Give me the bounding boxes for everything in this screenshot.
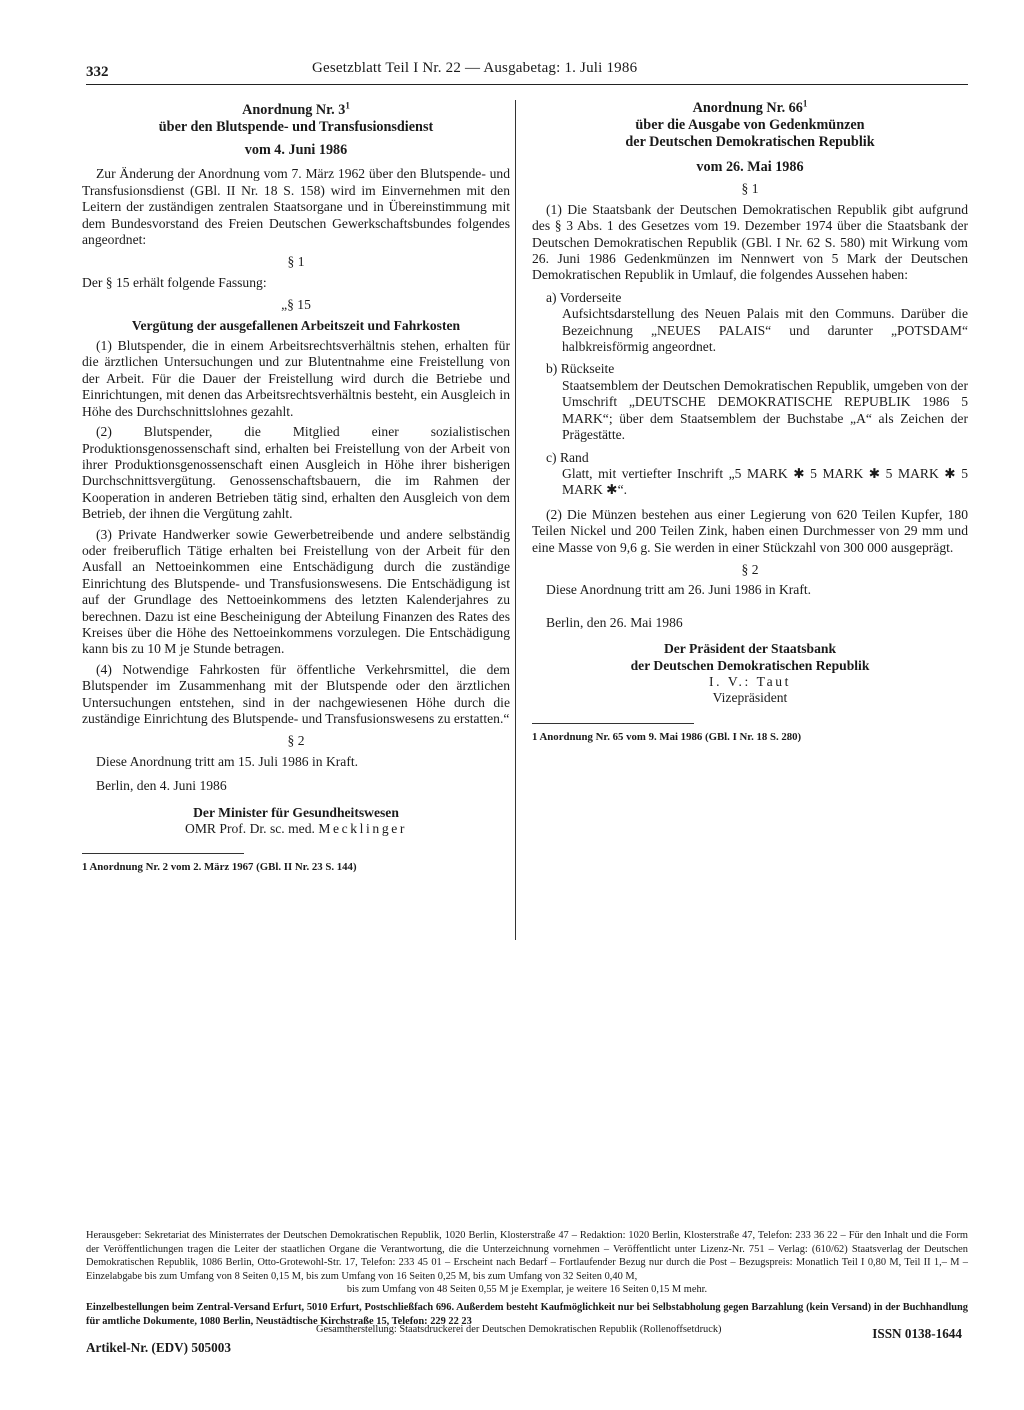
imprint-text-center: bis zum Umfang von 48 Seiten 0,55 M je Exemplar, je weitere 16 Seiten 0,15 M mehr.: [346, 1284, 708, 1296]
left-column-ordinance-3: [82, 102, 510, 874]
ordinance-3-section-2: § 2: [287, 733, 305, 749]
issn-number: ISSN 0138-1644: [872, 1326, 962, 1341]
ordinance-3-section-1: § 1: [287, 254, 305, 270]
ordinance-66-effective-date: Diese Anordnung tritt am 26. Juni 1986 in Kraft.: [546, 582, 812, 598]
ordinance-66-signer-title-2: der Deutschen Demokratischen Republik: [630, 657, 870, 673]
ordinance-3-effective-date: Diese Anordnung tritt am 15. Juli 1986 in Kraft.: [96, 753, 359, 769]
ordinance-3-signer-name: Mecklinger: [318, 821, 407, 837]
page-header-title: Gesetzblatt Teil I Nr. 22 — Ausgabetag: 1. Juli 1986: [312, 60, 638, 76]
ordinance-66-section-2: § 2: [741, 561, 759, 577]
ordinance-66-signer-name: I. V.: Taut: [708, 673, 792, 689]
ordinance-66-place-date: Berlin, den 26. Mai 1986: [546, 614, 683, 630]
ordinance-3-change-intro: Der § 15 erhält folgende Fassung:: [82, 274, 267, 290]
ordinance-3-footnote: 1 Anordnung Nr. 2 vom 2. März 1967 (GBl. II Nr. 23 S. 144): [82, 861, 357, 874]
ordinance-66-date: vom 26. Mai 1986: [696, 159, 804, 175]
ordinance-3-signer-prefix: OMR Prof. Dr. sc. med.: [185, 821, 315, 837]
ordinance-3-place-date: Berlin, den 4. Juni 1986: [96, 778, 227, 794]
imprint-order-info: Einzelbestellungen beim Zentral-Versand Erfurt, 5010 Erfurt, Postschließfach 696. Außerdem besteht Kaufmöglichkeit nur bei Selbstabholung gegen Barzahlung (kein Versand) in der Buchhandlung für amtliche Dokumente, 1080 Berlin, Neustädtische Kirchstraße 15, Telefon: 229 22 23: [86, 1301, 968, 1327]
ordinance-3-signature: [82, 805, 510, 838]
ordinance-66-footnote: 1 Anordnung Nr. 65 vom 9. Mai 1986 (GBl. I Nr. 18 S. 280): [532, 730, 802, 743]
item-a-label: a) Vorderseite: [546, 289, 622, 305]
ordinance-66-signature: [532, 641, 968, 707]
ordinance-66-paragraph-1: (1) Die Staatsbank der Deutschen Demokratischen Republik gibt aufgrund des § 3 Abs. 1 des Gesetzes vom 19. Dezember 1974 über die Staatsbank der Deutschen Demokratischen Republik (GBl. I Nr. 62 S. 580) mit Wirkung vom 26. Juni 1986 Gedenkmünzen im Nennwert von 5 Mark der Deutschen Demokratischen Republik in Umlauf, die folgendes Aussehen haben:: [532, 201, 968, 283]
ordinance-66-item-a: [532, 290, 968, 356]
ordinance-66-heading: Anordnung Nr. $66^1$ über die Ausgabe von Gedenkmünzen der Deutschen Demokratischen Republik: [625, 98, 875, 150]
header-rule: [86, 84, 968, 85]
item-b-label: b) Rückseite: [546, 361, 615, 377]
publisher-imprint: [86, 1229, 968, 1328]
column-divider: [515, 100, 516, 940]
ordinance-3-paragraph-4: (4) Notwendige Fahrkosten für öffentliche Verkehrsmittel, die dem Blutspender im Zusammenhang mit der Blutspende oder den ärztlichen Untersuchungen entstehen, sind in der nachgewiesenen Höhe durch die zuständige Einrichtung des Blutspende- und Transfusionswesens zu erstatten.“: [82, 661, 510, 726]
ordinance-3-paragraph-1: (1) Blutspender, die in einem Arbeitsrechtsverhältnis stehen, erhalten für die ärztlichen Untersuchungen und zur Blutentnahme eine Freistellung von der Arbeit. Für die Dauer der Freistellung wird durch die Betriebe und Einrichtungen, mit denen das Arbeitsrechtsverhältnis besteht, ein Ausgleich in Höhe des Durchschnittslohnes gezahlt.: [82, 338, 510, 419]
right-column-ordinance-66: [532, 100, 968, 744]
ordinance-3-footnote-rule: [82, 853, 244, 854]
ordinance-66-item-c: [532, 450, 968, 499]
ordinance-3-date: vom 4. Juni 1986: [244, 142, 348, 158]
ordinance-66-signer-role: Vizepräsident: [712, 690, 788, 706]
ordinance-3-new-section-title: Vergütung der ausgefallenen Arbeitszeit und Fahrkosten: [131, 317, 461, 333]
article-number: Artikel-Nr. (EDV) 505003: [86, 1340, 231, 1355]
item-c-text: Glatt, mit vertiefter Inschrift „5 MARK ✱ 5 MARK ✱ 5 MARK ✱ 5 MARK ✱“.: [562, 465, 968, 498]
ordinance-66-item-b: [532, 361, 968, 443]
imprint-text: Herausgeber: Sekretariat des Ministerrates der Deutschen Demokratischen Republik, 1020 Berlin, Klosterstraße 47 – Redaktion: 1020 Berlin, Klosterstraße 47, Telefon: 233 36 22 – Für den Inhalt und die Form der Veröffentlichungen tragen die Leiter der staatlichen Organe die Verantwortung, die die Unterzeichnung vornehmen – Veröffentlicht unter Lizenz-Nr. 751 – Verlag: (610/62) Staatsverlag der Deutschen Demokratischen Republik, 1086 Berlin, Otto-Grotewohl-Str. 17, Telefon: 233 45 01 – Erscheint nach Bedarf – Fortlaufender Bezug nur durch die Post – Bezugspreis: Monatlich Teil I 0,80 M, Teil II 1,– M – Einzelabgabe bis zum Umfang von 8 Seiten 0,15 M, bis zum Umfang von 16 Seiten 0,25 M, bis zum Umfang von 32 Seiten 0,40 M,: [86, 1230, 968, 1282]
ordinance-66-footnote-rule: [532, 723, 694, 724]
ordinance-3-paragraph-3: (3) Private Handwerker sowie Gewerbetreibende und andere selbständig oder freiberuflich Tätige erhalten bei Freistellung von der Arbeit für den Ausfall an Nettoeinkommen eine Entschädigung durch die zuständige Einrichtung des Blutspende- und Transfusionswesens. Die Entschädigung ist auf der Grundlage des Nettoeinkommens des letzten Kalenderjahres zu berechnen. Dazu ist eine Bescheinigung der Abteilung Finanzen des Rates des Kreises über die Höhe des Nettoeinkommens vorzulegen. Die Entschädigung kann bis zu 10 M je Stunde betragen.: [82, 526, 510, 657]
ordinance-3-new-section: „§ 15: [281, 297, 311, 313]
item-b-text: Staatsemblem der Deutschen Demokratischen Republik, umgeben von der Umschrift „DEUTSCHE DEMOKRATISCHE REPUBLIK 1986 5 MARK“; über dem Staatsemblem der Buchstabe „A“ als Zeichen der Prägestätte.: [562, 377, 968, 443]
ordinance-66-paragraph-2: (2) Die Münzen bestehen aus einer Legierung von 620 Teilen Kupfer, 180 Teilen Nickel und 200 Teilen Zink, haben einen Durchmesser von 29 mm und eine Masse von 9,6 g. Sie werden in einer Stückzahl von 300 000 ausgeprägt.: [532, 506, 968, 555]
ordinance-3-heading: Anordnung Nr. $3^1$ über den Blutspende- und Transfusionsdienst: [158, 100, 434, 135]
page-number: 332: [86, 64, 109, 80]
ordinance-66-section-1: § 1: [741, 181, 759, 197]
production-note: Gesamtherstellung: Staatsdruckerei der Deutschen Demokratischen Republik (Rollenoffsetdruck): [316, 1324, 722, 1335]
item-c-label: c) Rand: [546, 449, 589, 465]
ordinance-3-signer-title: Der Minister für Gesundheitswesen: [193, 804, 399, 820]
ordinance-66-signer-title-1: Der Präsident der Staatsbank: [663, 641, 837, 657]
item-a-text: Aufsichtsdarstellung des Neuen Palais mit den Communs. Darüber die Bezeichnung „NEUES PALAIS“ und darunter „POTSDAM“ halbkreisförmig angeordnet.: [562, 306, 968, 355]
ordinance-3-paragraph-2: (2) Blutspender, die Mitglied einer sozialistischen Produktionsgenossenschaft sind, erhalten bei Freistellung von der Arbeit von ihrer Produktionsgenossenschaft einen Ausgleich in Höhe ihrer bisherigen Durchschnittsvergütung. Genossenschaftsbauern, die im Rahmen der Kooperation in anderen Betrieben tätig sind, erhalten den Ausgleich von dem Betrieb, der ihnen die Vergütung zahlt.: [82, 424, 510, 522]
ordinance-3-preamble: Zur Änderung der Anordnung vom 7. März 1962 über den Blutspende- und Transfusionsdienst (GBl. II Nr. 18 S. 158) wird im Einvernehmen mit den Leitern der zuständigen zentralen Staatsorgane und in Übereinstimmung mit dem Bundesvorstand des Freien Deutschen Gewerkschaftsbundes folgendes angeordnet:: [82, 166, 510, 248]
